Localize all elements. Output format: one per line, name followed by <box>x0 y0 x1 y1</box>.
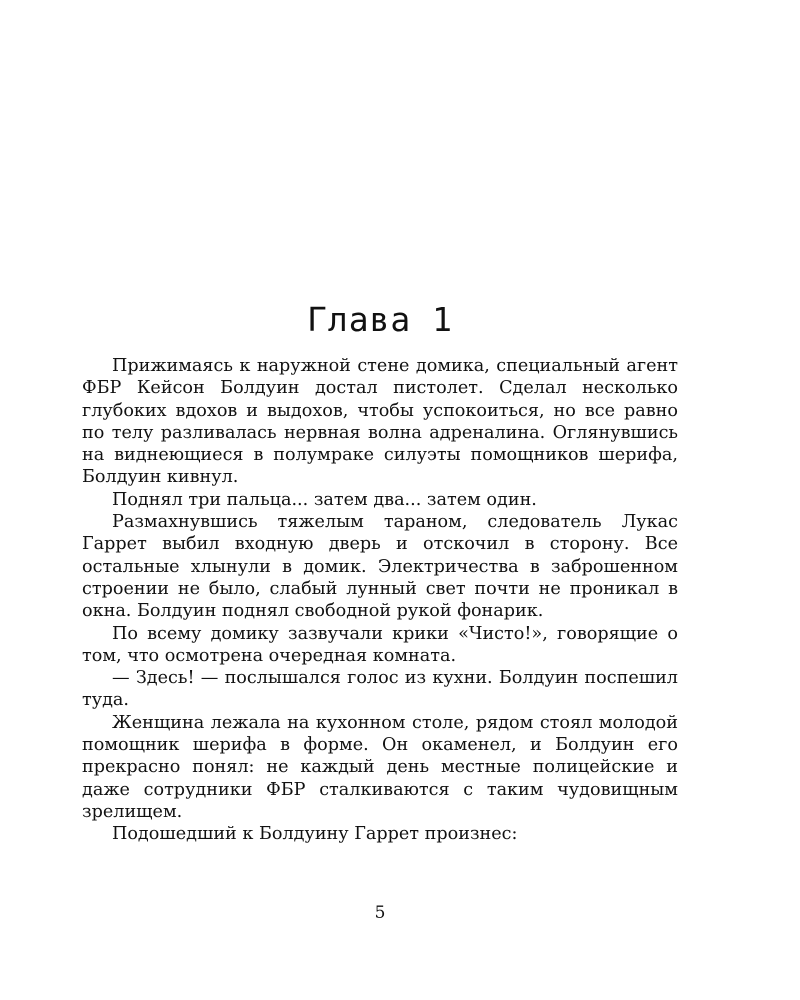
chapter-title: Глава 1 <box>306 300 454 339</box>
paragraph: Женщина лежала на кухонном столе, рядом стоял молодой помощник шерифа в форме. Он окаменел, и Болдуин его прекрасно понял: не каждый день местные полицейские и даже сотрудники ФБР сталкиваются с таким чудовищным зрелищем. <box>82 712 678 822</box>
paragraph: По всему домику зазвучали крики «Чисто!», говорящие о том, что осмотрена очередная комната. <box>82 623 678 666</box>
paragraph: Размахнувшись тяжелым тараном, следователь Лукас Гаррет выбил входную дверь и отскочил в сторону. Все остальные хлынули в домик. Электричества в заброшенном строении не было, слабый лунный свет почти не проникал в окна. Болдуин поднял свободной рукой фонарик. <box>82 512 678 622</box>
paragraph: Прижимаясь к наружной стене домика, специальный агент ФБР Кейсон Болдуин достал пистолет. Сделал несколько глубоких вдохов и выдохов, чтобы успокоиться, но все равно по телу разливалась нервная волна адреналина. Оглянувшись на виднеющиеся в полумраке силуэты помощников шерифа, Болдуин кивнул. <box>82 356 678 488</box>
paragraph: Подошедший к Болдуину Гаррет произнес: <box>112 824 518 845</box>
page-number: 5 <box>374 903 386 923</box>
paragraph: — Здесь! — послышался голос из кухни. Болдуин поспешил туда. <box>82 668 678 711</box>
paragraph: Поднял три пальца... затем два... затем один. <box>112 489 537 510</box>
chapter-body <box>82 355 678 846</box>
